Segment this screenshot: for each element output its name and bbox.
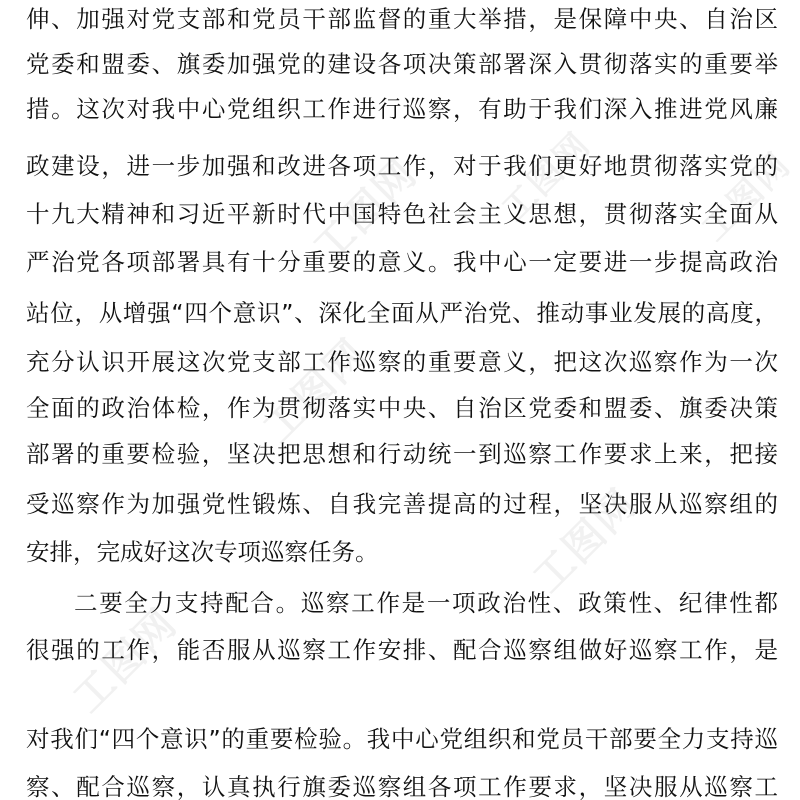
paragraph-line: 对我们“四个意识”的重要检验。我中心党组织和党员干部要全力支持巡 <box>26 725 778 753</box>
paragraph-line: 全面的政治体检，作为贯彻落实中央、自治区党委和盟委、旗委决策 <box>26 394 778 422</box>
paragraph-line: 措。这次对我中心党组织工作进行巡察，有助于我们深入推进党风廉 <box>26 95 778 123</box>
paragraph-line: 十九大精神和习近平新时代中国特色社会主义思想，贯彻落实全面从 <box>26 200 778 228</box>
paragraph-line: 充分认识开展这次党支部工作巡察的重要意义，把这次巡察作为一次 <box>26 348 778 376</box>
paragraph-line: 察、配合巡察，认真执行旗委巡察组各项工作要求，坚决服从巡察工 <box>26 773 778 800</box>
paragraph-line: 严治党各项部署具有十分重要的意义。我中心一定要进一步提高政治 <box>26 248 778 276</box>
paragraph-line: 受巡察作为加强党性锻炼、自我完善提高的过程，坚决服从巡察组的 <box>26 490 778 518</box>
paragraph-line: 伸、加强对党支部和党员干部监督的重大举措，是保障中央、自治区 <box>26 5 778 33</box>
paragraph-line: 部署的重要检验，坚决把思想和行动统一到巡察工作要求上来，把接 <box>26 440 778 468</box>
watermark: 工图网 <box>254 330 377 452</box>
paragraph-line: 很强的工作，能否服从巡察工作安排、配合巡察组做好巡察工作，是 <box>26 636 778 664</box>
watermark: 工图网 <box>304 150 427 272</box>
paragraph-line: 党委和盟委、旗委加强党的建设各项决策部署深入贯彻落实的重要举 <box>26 50 778 78</box>
paragraph-line: 安排，完成好这次专项巡察任务。 <box>26 538 379 566</box>
watermark: 工图网 <box>524 480 647 602</box>
watermark: 工图网 <box>64 600 187 722</box>
watermark: 工图网 <box>694 144 799 250</box>
paragraph-line: 站位，从增强“四个意识”、深化全面从严治党、推动事业发展的高度， <box>26 299 778 327</box>
paragraph-line: 政建设，进一步加强和改进各项工作，对于我们更好地贯彻落实党的 <box>26 152 778 180</box>
watermark: 工图网 <box>494 124 599 230</box>
paragraph-line: 二要全力支持配合。巡察工作是一项政治性、政策性、纪律性都 <box>74 589 778 617</box>
